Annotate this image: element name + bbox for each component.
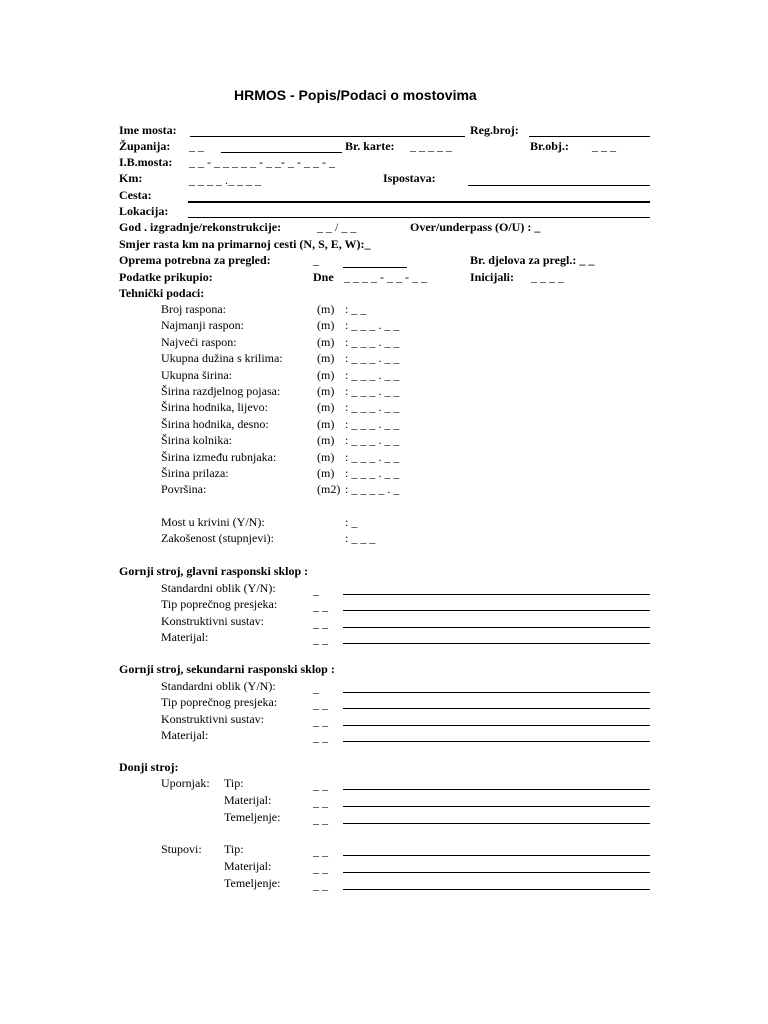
donji-sub-value: _ _ [313,778,328,792]
tech-row-value: : _ _ _ . _ _ [345,400,400,415]
zakosenost-label: Zakošenost (stupnjevi): [161,531,274,545]
glavni-row-value: _ _ [313,615,328,630]
ispostava-label: Ispostava: [383,171,436,185]
km-label: Km: [119,171,143,185]
tech-row-label: Najveći raspon: [161,334,237,349]
glavni-row-value: _ [313,583,319,597]
sekundarni-row-label: Standardni oblik (Y/N): [161,679,276,693]
glavni-row-value: _ _ [313,599,328,614]
tech-row-value: : _ _ [345,302,367,316]
sekundarni-row-field[interactable] [343,741,650,742]
overpass-label: Over/underpass (O/U) : _ [410,220,541,234]
tech-row-unit: (m) [317,400,335,415]
inicijali-label: Inicijali: [470,270,514,284]
br-djelova-label: Br. djelova za pregl.: _ _ [470,253,595,267]
tech-row-unit: (m) [317,351,335,366]
page-title: HRMOS - Popis/Podaci o mostovima [234,87,477,103]
donji-sub-label: Temeljenje: [224,810,281,824]
tech-row-unit: (m) [317,318,335,333]
donji-sub-value: _ _ [313,812,328,826]
donji-sub-field[interactable] [343,889,650,890]
tech-row-value: : _ _ _ . _ _ [345,449,400,464]
lokacija-label: Lokacija: [119,204,169,218]
tech-row-value: : _ _ _ . _ _ [345,351,400,366]
glavni-heading: Gornji stroj, glavni rasponski sklop : [119,564,309,578]
inicijali-value: _ _ _ _ [531,270,564,284]
smjer-label: Smjer rasta km na primarnoj cesti (N, S, E, W):_ [119,237,371,251]
sekundarni-row-field[interactable] [343,692,650,693]
br-karte-label: Br. karte: [345,139,395,153]
sekundarni-heading: Gornji stroj, sekundarni rasponski sklop : [119,662,335,676]
sekundarni-row-value: _ [313,681,319,695]
krivina-label: Most u krivini (Y/N): [161,515,265,529]
donji-sub-value: _ _ [313,844,328,858]
sekundarni-row-value: _ _ [313,713,328,728]
podatke-label: Podatke prikupio: [119,270,213,284]
donji-sub-field[interactable] [343,789,650,790]
tech-row-unit: (m) [317,433,335,448]
tech-row-unit: (m) [317,466,335,480]
tech-row-label: Ukupna širina: [161,367,232,382]
tech-row-label: Najmanji raspon: [161,318,244,333]
donji-sub-field[interactable] [343,806,650,807]
god-izgradnje-value: _ _ / _ _ [317,220,357,234]
ime-mosta-label: Ime mosta: [119,123,177,137]
tech-row-label: Površina: [161,482,207,497]
donji-sub-value: _ _ [313,878,328,892]
tech-row-unit: (m2) [317,482,341,497]
sekundarni-row-field[interactable] [343,708,650,709]
tech-row-unit: (m) [317,416,335,431]
tech-row-unit: (m) [317,334,335,349]
tech-row-value: : _ _ _ . _ _ [345,334,400,349]
glavni-row-field[interactable] [343,610,650,611]
lokacija-field[interactable] [188,217,650,218]
tech-row-label: Broj raspona: [161,302,226,316]
sekundarni-row-label: Tip poprečnog presjeka: [161,695,278,710]
dne-label: Dne [313,270,334,284]
glavni-row-field[interactable] [343,594,650,595]
donji-sub-field[interactable] [343,855,650,856]
km-value: _ _ _ _ ._ _ _ _ [189,173,261,187]
zupanija-label: Županija: [119,139,171,153]
tech-row-unit: (m) [317,302,335,316]
tech-row-value: : _ _ _ . _ _ [345,318,400,333]
tech-row-unit: (m) [317,367,335,382]
tech-row-label: Širina kolnika: [161,433,232,448]
tech-row-label: Ukupna dužina s krilima: [161,351,283,366]
zupanija-field[interactable] [221,152,342,153]
sekundarni-row-value: _ _ [313,697,328,712]
tech-row-label: Širina između rubnjaka: [161,449,277,464]
zakosenost-value: : _ _ _ [345,531,376,545]
glavni-row-label: Materijal: [161,629,209,644]
donji-sub-label: Temeljenje: [224,876,281,890]
donji-sub-label: Materijal: [224,859,272,873]
donji-sub-label: Tip: [224,842,244,856]
tech-row-value: : _ _ _ _ . _ [345,482,400,497]
tech-heading: Tehnički podaci: [119,286,205,300]
tech-row-label: Širina razdjelnog pojasa: [161,384,281,398]
oprema-field[interactable] [343,267,407,268]
oprema-value: _ [313,253,319,267]
ib-mosta-value: _ _ - _ _ _ _ _ - _ _- _ - _ _ - _ [189,155,335,169]
glavni-row-label: Tip poprečnog presjeka: [161,597,278,612]
god-izgradnje-label: God . izgradnje/rekonstrukcije: [119,220,282,234]
dne-value: _ _ _ _ - _ _ - _ _ [344,270,427,284]
krivina-value: : _ [345,515,358,529]
tech-row-label: Širina hodnika, lijevo: [161,400,268,415]
br-obj-value: _ _ _ [592,139,616,153]
tech-row-label: Širina prilaza: [161,466,229,480]
tech-row-value: : _ _ _ . _ _ [345,367,400,382]
tech-row-value: : _ _ _ . _ _ [345,416,400,431]
donji-sub-value: _ _ [313,795,328,809]
reg-broj-label: Reg.broj: [470,123,519,137]
glavni-row-field[interactable] [343,643,650,644]
stupovi-label: Stupovi: [161,842,202,856]
ib-mosta-label: I.B.mosta: [119,155,173,169]
donji-sub-label: Tip: [224,776,244,790]
oprema-label: Oprema potrebna za pregled: [119,253,271,267]
glavni-row-value: _ _ [313,631,328,646]
br-karte-value: _ _ _ _ _ [410,139,452,153]
ime-mosta-field[interactable] [190,136,465,137]
tech-row-value: : _ _ _ . _ _ [345,433,400,448]
sekundarni-row-field[interactable] [343,725,650,726]
cesta-field[interactable] [188,201,650,203]
upornjak-label: Upornjak: [161,776,210,790]
donji-sub-field[interactable] [343,823,650,824]
tech-row-unit: (m) [317,449,335,464]
sekundarni-row-label: Konstruktivni sustav: [161,711,265,726]
ispostava-field[interactable] [468,185,650,186]
glavni-row-field[interactable] [343,627,650,628]
tech-row-value: : _ _ _ . _ _ [345,466,400,480]
cesta-label: Cesta: [119,188,152,202]
donji-heading: Donji stroj: [119,760,179,774]
donji-sub-label: Materijal: [224,793,272,807]
tech-row-unit: (m) [317,384,335,398]
glavni-row-label: Standardni oblik (Y/N): [161,581,276,595]
donji-sub-field[interactable] [343,872,650,873]
sekundarni-row-value: _ _ [313,729,328,744]
reg-broj-field[interactable] [529,136,650,137]
tech-row-value: : _ _ _ . _ _ [345,384,400,398]
tech-row-label: Širina hodnika, desno: [161,416,269,431]
zupanija-value: _ _ [189,139,204,153]
sekundarni-row-label: Materijal: [161,727,209,742]
br-obj-label: Br.obj.: [530,139,569,153]
donji-sub-value: _ _ [313,861,328,875]
glavni-row-label: Konstruktivni sustav: [161,613,265,628]
